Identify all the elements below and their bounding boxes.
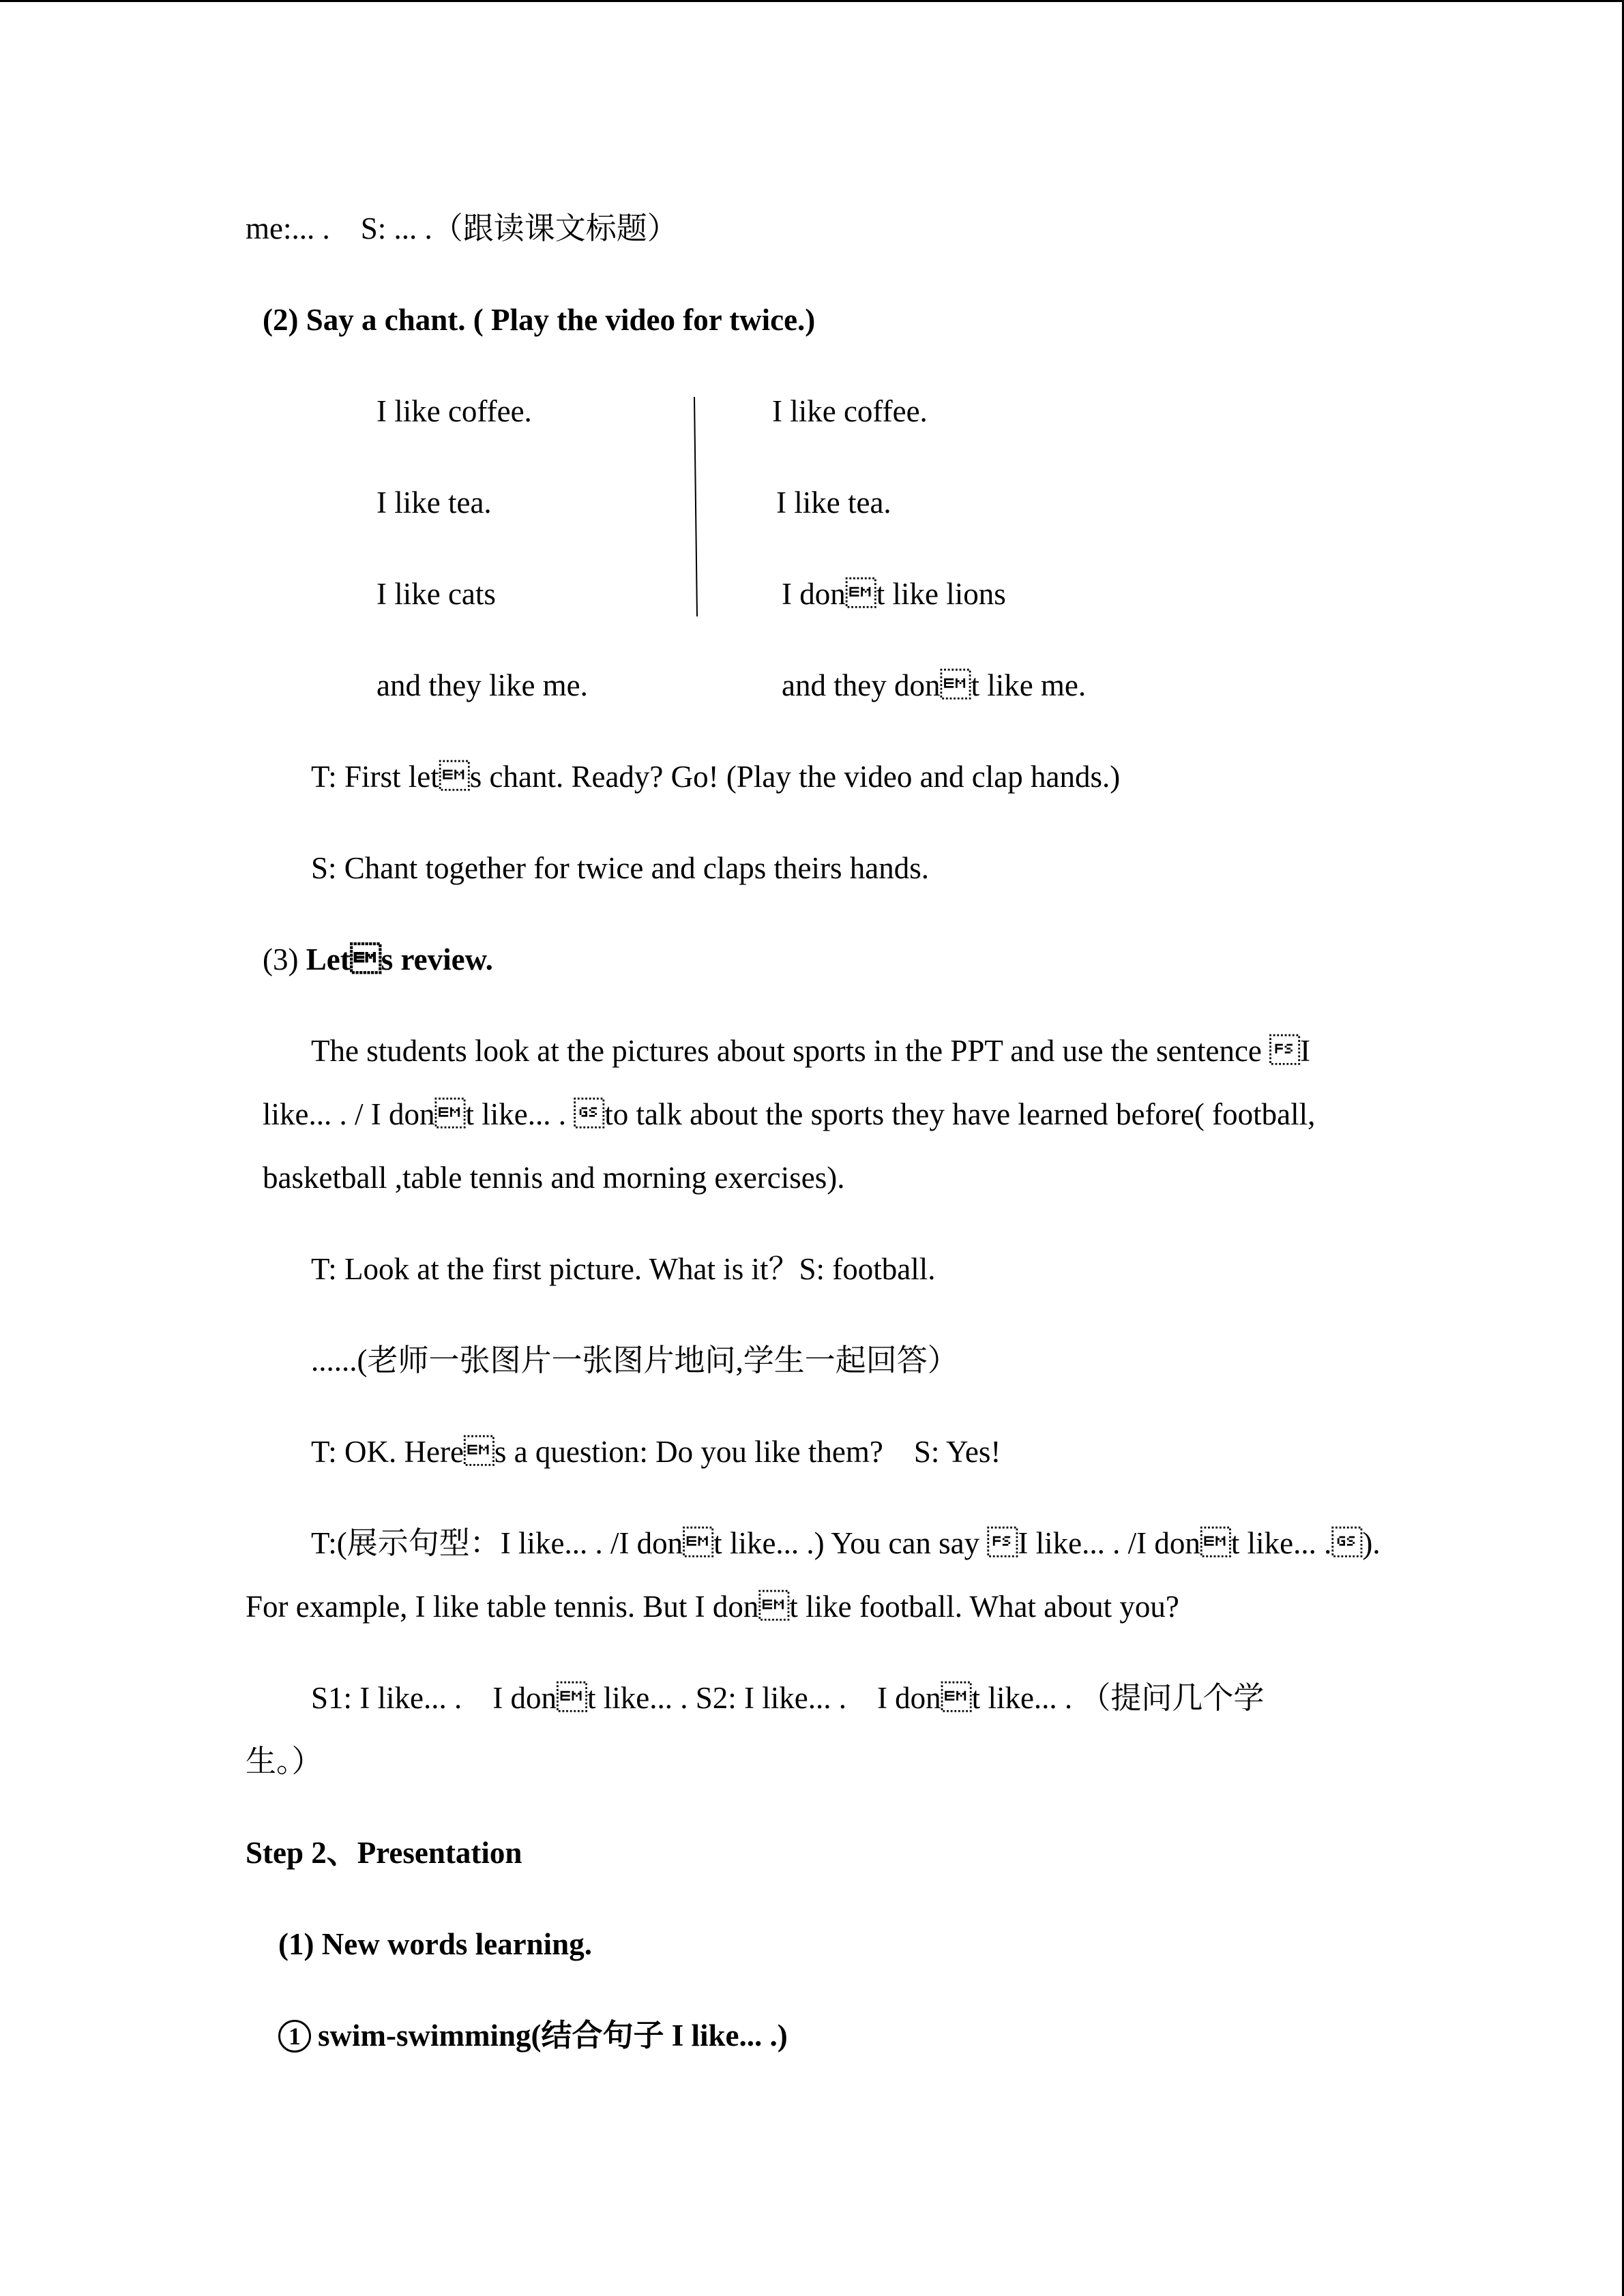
page-border-top — [0, 0, 1624, 2]
dialogue-line: For example, I like table tennis. But I dont like football. What about you? — [246, 1590, 1179, 1624]
review-paragraph-line: The students look at the pictures about sports in the PPT and use the sentence I — [311, 1034, 1311, 1068]
review-heading-text: Lets review. — [306, 942, 493, 976]
dialogue-line: T:(展示句型：I like... . /I dont like... .) You can say I like... . /I dont like... . ). — [311, 1526, 1381, 1560]
numbered-item — [278, 2016, 788, 2055]
review-paragraph-line: like... . / I dont like... . to talk about the sports they have learned before( football, — [263, 1097, 1316, 1131]
chant-left-line: I like coffee. — [377, 394, 532, 428]
chant-right-line: I dont like lions — [782, 577, 1006, 611]
dialogue-line: 生。） — [246, 1744, 323, 1778]
chant-left-line: I like cats — [377, 577, 496, 611]
sub-heading: (1) New words learning. — [278, 1927, 592, 1961]
review-heading — [263, 940, 493, 979]
dialogue-line: T: OK. Heres a question: Do you like them? S: Yes! — [311, 1435, 1001, 1469]
dialogue-line: ......(老师一张图片一张图片地问,学生一起回答） — [311, 1343, 958, 1377]
step-heading: Step 2、Presentation — [246, 1836, 522, 1870]
chant-heading: (2) Say a chant. ( Play the video for twice.) — [263, 303, 816, 337]
chant-left-line: I like tea. — [377, 486, 492, 520]
chant-right-line: and they dont like me. — [782, 668, 1087, 702]
dialogue-line: T: Look at the first picture. What is it？S: football. — [311, 1252, 936, 1286]
chant-left-line: and they like me. — [377, 668, 588, 702]
chant-right-line: I like tea. — [776, 486, 891, 520]
numbered-item-text: swim-swimming(结合句子 I like... .) — [318, 2018, 788, 2053]
chant-divider-line — [694, 397, 698, 616]
review-paragraph-line: basketball ,table tennis and morning exercises). — [263, 1161, 845, 1195]
intro-line: me:... . S: ... .（跟读课文标题） — [246, 211, 678, 245]
student-chant-line: S: Chant together for twice and claps theirs hands. — [311, 851, 930, 885]
circled-number: 1 — [278, 2020, 311, 2053]
dialogue-line: S1: I like... . I dont like... . S2: I like... . I dont like... . （提问几个学 — [311, 1681, 1265, 1715]
chant-right-line: I like coffee. — [772, 394, 928, 428]
teacher-chant-line: T: First lets chant. Ready? Go! (Play the video and clap hands.) — [311, 760, 1121, 794]
review-heading-number: (3) — [263, 942, 306, 976]
